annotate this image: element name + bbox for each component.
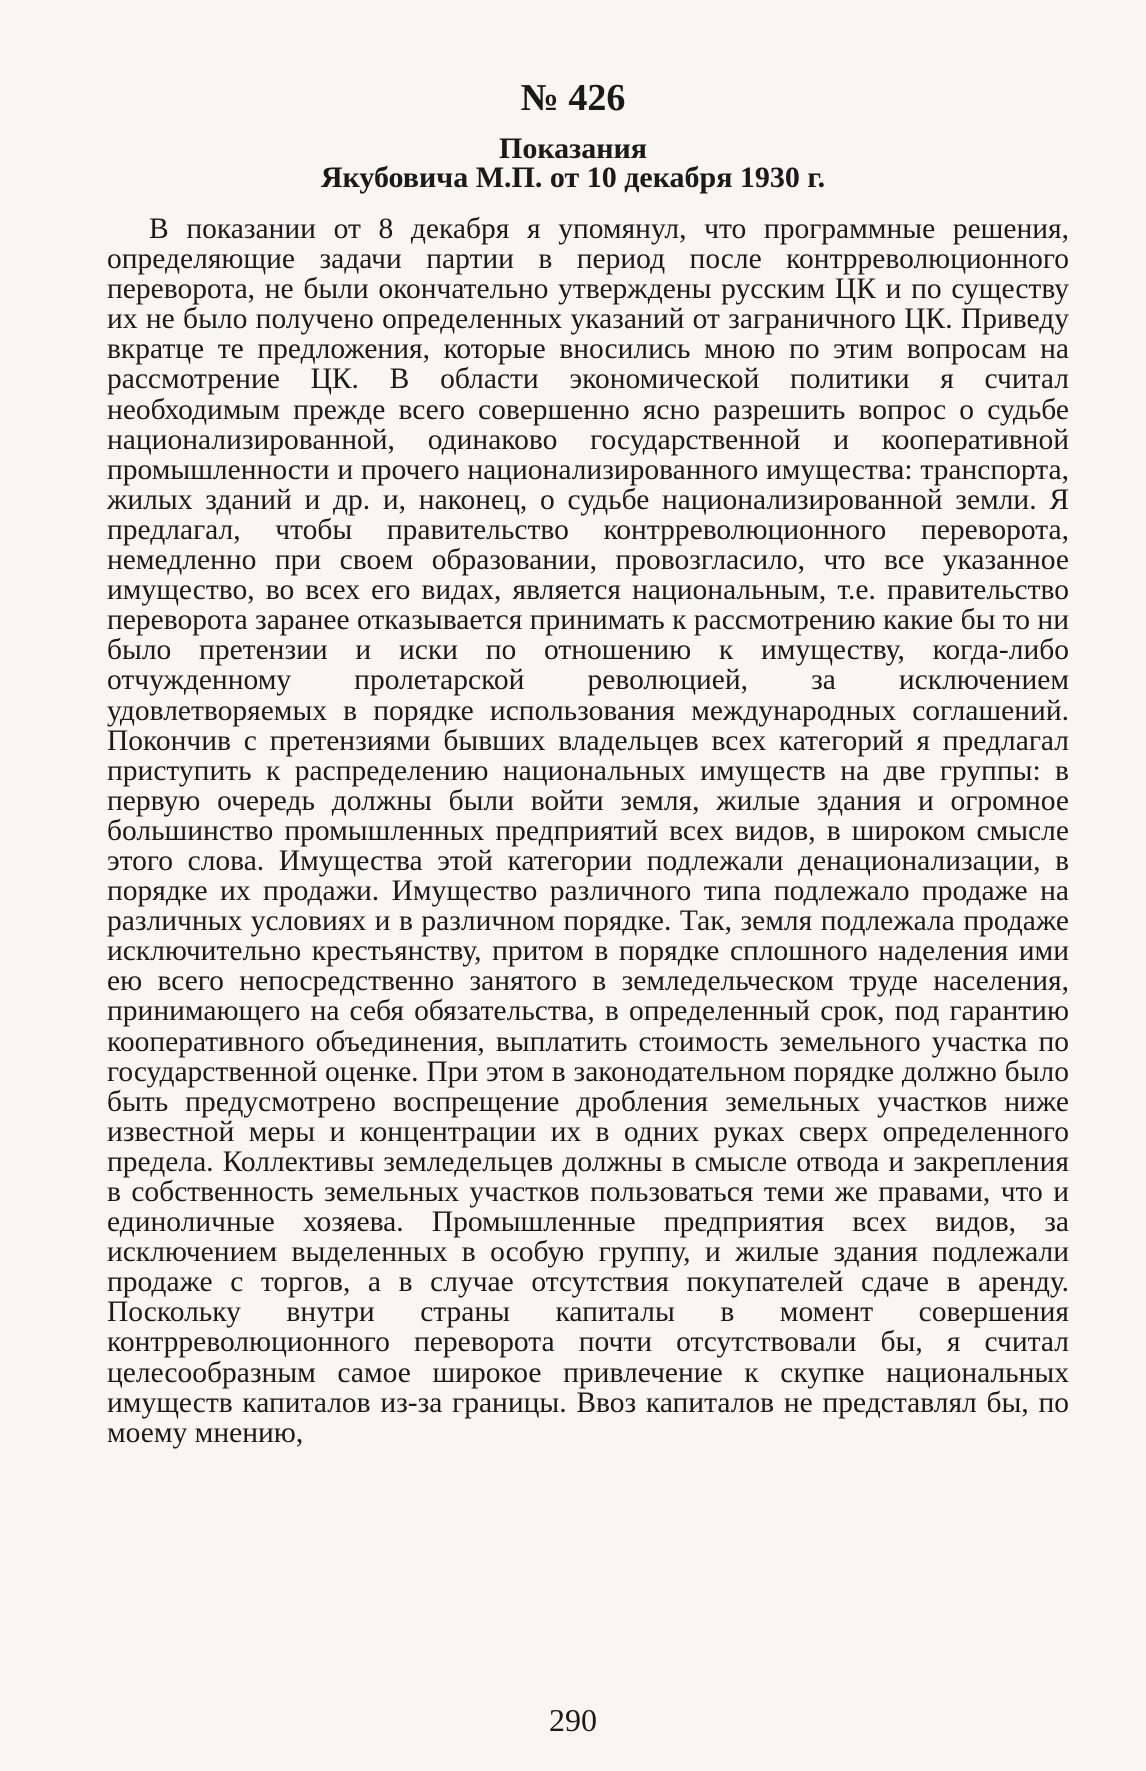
- document-subtitle: Якубовича М.П. от 10 декабря 1930 г.: [320, 161, 826, 194]
- document-body-text: В показании от 8 декабря я упомянул, что программные решения, определяющие задачи партии в период после контрреволюционного переворота, не были окончательно утверждены русским ЦК и по существу их не было получено определенных указаний от заграничного ЦК. Приведу вкратце те предложения, которые вносились мною по этим вопросам на рассмотрение ЦК. В области экономической политики я считал необходимым прежде всего совершенно ясно разрешить вопрос о судьбе национализированной, одинаково государственной и кооперативной промышленности и прочего национализированного имущества: транспорта, жилых зданий и др. и, наконец, о судьбе национализированной земли. Я предлагал, чтобы правительство контрреволюционного переворота, немедленно при своем образовании, провозгласило, что все указанное имущество, во всех его видах, является национальным, т.е. правительство переворота заранее отказывается принимать к рассмотрению какие бы то ни было претензии и иски по отношению к имуществу, когда-либо отчужденному пролетарской революцией, за исключением удовлетворяемых в порядке использования международных соглашений. Покончив с претензиями бывших владельцев всех категорий я предлагал приступить к распределению национальных имуществ на две группы: в первую очередь должны были войти земля, жилые здания и огромное большинство промышленных предприятий всех видов, в широком смысле этого слова. Имущества этой категории подлежали денационализации, в порядке их продажи. Имущество различного типа подлежало продаже на различных условиях и в различном порядке. Так, земля подлежала продаже исключительно крестьянству, притом в порядке сплошного наделения ими ею всего непосредственно занятого в земледельческом труде населения, принимающего на себя обязательства, в определенный срок, под гарантию кооперативного объединения, выплатить стоимость земельного участка по государственной оценке. При этом в законодательном порядке должно было быть предусмотрено воспрещение дробления земельных участков ниже известной меры и концентрации их в одних руках сверх определенного предела. Коллективы земледельцев должны в смысле отвода и закрепления в собственность земельных участков пользоваться теми же правами, что и единоличные хозяева. Промышленные предприятия всех видов, за исключением выделенных в особую группу, и жилые здания подлежали продаже с торгов, а в случае отсутствия покупателей сдаче в аренду. Поскольку внутри страны капиталы в момент совершения контрреволюционного переворота почти отсутствовали бы, я считал целесообразным самое широкое привлечение к скупке национальных имуществ капиталов из-за границы. Ввоз капиталов не представлял бы, по моему мнению,: [107, 213, 1069, 1449]
- document-title: Показания: [498, 132, 648, 165]
- page-number: 290: [549, 1702, 597, 1738]
- document-number: № 426: [520, 77, 626, 119]
